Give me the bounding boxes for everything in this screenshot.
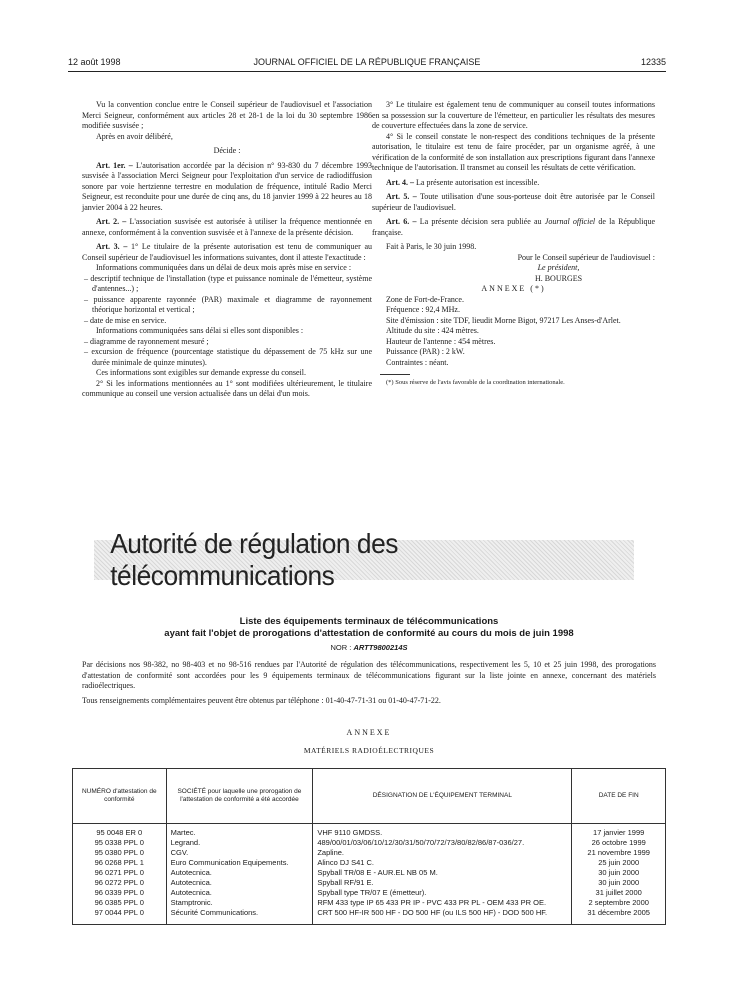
president-label: Le président, [537,263,580,272]
paragraph: Par décisions nos 98-382, no 98-403 et no 98-516 rendues par l'Autorité de régulation des télécommunications, respectivement les 5, 10 et 25 juin 1998, des prorogations d'attestation de conformité sont accordées pour les 9 équipements terminaux de télécommunications figurant sur la liste jointe en annexe, concernant des matériels radioélectriques. [82,660,656,690]
cell-num: 95 0338 PPL 0 [73,838,167,848]
table-row [73,848,666,858]
cell-designation: 489/00/01/03/06/10/12/30/31/50/70/72/73/80/82/86/87-036/27. [313,838,572,848]
cell-designation: RFM 433 type IP 65 433 PR IP - PVC 433 PR PL - OEM 433 PR OE. [313,898,572,908]
cell-societe: Autotecnica. [166,868,313,878]
nor-reference [82,643,656,652]
cell-designation: Spyball RF/91 E. [313,878,572,888]
cell-societe: Autotecnica. [166,888,313,898]
header-rule [68,71,666,72]
cell-designation: Zapline. [313,848,572,858]
annexe-title: ANNEXE (*) [481,284,546,293]
paragraph: Tous renseignements complémentaires peuvent être obtenus par téléphone : 01-40-47-71-31 ou 01-40-47-71-22. [82,695,441,705]
signature-authority: Pour le Conseil supérieur de l'audiovisuel : [517,252,655,262]
article-4 [372,178,655,189]
cell-societe: Martec. [166,824,313,839]
paragraph: 4° Si le conseil constate le non-respect des conditions techniques de la présente autorisation, le titulaire est tenu de faire procéder, par un organisme agréé, à une vérification de la conformité de son installation aux prescriptions figurant dans l'annexe technique de l'autorisation. Il transmet au conseil les résultats de cette vérification. [372,131,655,172]
annexe-line: Fréquence : 92,4 MHz. [386,305,460,314]
annexe-line: Hauteur de l'antenne : 454 mètres. [386,336,496,346]
banner-title: Autorité de régulation des télécommunications [110,528,398,591]
annexe-line: Zone de Fort-de-France. [386,294,464,304]
list-item: – date de mise en service. [84,315,167,325]
cell-designation: CRT 500 HF-IR 500 HF - DO 500 HF (ou ILS 500 HF) - DOD 500 HF. [313,908,572,925]
cell-societe: Autotecnica. [166,878,313,888]
article-text: L'association susvisée est autorisée à utiliser la fréquence mentionnée en annexe, conformément à la convention susvisée et à l'annexe de la présente décision. [82,217,373,237]
cell-num: 97 0044 PPL 0 [73,908,167,925]
cell-num: 96 0272 PPL 0 [73,878,167,888]
table-row [73,908,666,925]
table-body [73,824,666,925]
article-text: La présente autorisation est incessible. [416,177,540,187]
article-label: Art. 1er. – [96,160,133,170]
paragraph: Ces informations sont exigibles sur demande expresse du conseil. [96,368,306,377]
signature-name: H. BOURGES [534,273,583,283]
intro-text [82,660,656,706]
cell-date: 21 novembre 1999 [572,848,666,858]
article-label: Art. 3. – [96,242,128,251]
paragraph: 2° Si les informations mentionnées au 1° sont modifiées ultérieurement, le titulaire communique au conseil une version actualisée dans un délai d'un mois. [82,378,372,398]
cell-num: 96 0271 PPL 0 [73,868,167,878]
cell-date: 31 juillet 2000 [572,888,666,898]
annexe-line: Contraintes : néant. [386,357,449,367]
table-row [73,858,666,868]
article-label: Art. 5. – [386,192,417,201]
paragraph: Informations communiquées dans un délai de deux mois après mise en service : [96,263,352,272]
column-header-designation: DÉSIGNATION DE L'ÉQUIPEMENT TERMINAL [313,769,572,824]
annexe-line: Puissance (PAR) : 2 kW. [386,347,465,356]
list-title-line-1: Liste des équipements terminaux de télécommunications [239,616,499,627]
signature-place-date: Fait à Paris, le 30 juin 1998. [386,242,477,251]
article-text: La présente décision sera publiée au [419,217,542,226]
paragraph: Informations communiquées sans délai si elles sont disponibles : [96,326,304,335]
cell-designation: Spyball type TR/07 E (émetteur). [313,888,572,898]
header-page-number: 12335 [640,57,666,67]
header-journal-title: JOURNAL OFFICIEL DE LA RÉPUBLIQUE FRANÇAISE [253,57,481,67]
annexe-line: Site d'émission : site TDF, lieudit Morne Bigot, 97217 Les Anses-d'Arlet. [386,315,621,325]
table-row [73,824,666,839]
nor-label: NOR : [330,643,352,652]
table-row [73,898,666,908]
page-header [68,57,666,71]
cell-designation: Alinco DJ S41 C. [313,858,572,868]
column-header-num: NUMÉRO d'attestation de conformité [73,769,167,824]
footnote: (*) Sous réserve de l'avis favorable de la coordination internationale. [386,379,565,386]
nor-code: ARTT9800214S [353,643,408,652]
column-header-societe: SOCIÉTÉ pour laquelle une prorogation de l'attestation de conformité a été accordée [166,769,313,824]
cell-num: 95 0048 ER 0 [73,824,167,839]
article-label: Art. 2. – [96,217,127,226]
article-text: de la République française. [372,217,656,237]
header-date: 12 août 1998 [68,57,121,67]
article-3 [82,242,372,263]
paragraph: Après en avoir délibéré, [96,131,173,141]
list-item: – diagramme de rayonnement mesuré ; [84,336,209,346]
cell-date: 30 juin 2000 [572,878,666,888]
list-item: – excursion de fréquence (pourcentage statistique du dépassement de 75 kHz sur une durée minimale de quinze minutes). [84,347,372,367]
cell-societe: Euro Communication Equipements. [166,858,313,868]
cell-num: 96 0385 PPL 0 [73,898,167,908]
article-2 [82,217,372,238]
journal-name: Journal officiel [544,217,596,226]
article-6 [372,217,655,238]
signature-title [372,263,655,274]
table-header-row [73,769,666,824]
cell-societe: Legrand. [166,838,313,848]
cell-date: 31 décembre 2005 [572,908,666,925]
annexe-line: Altitude du site : 424 mètres. [386,326,479,335]
article-label: Art. 6. – [386,217,417,226]
cell-designation: Spyball TR/08 E - AUR.EL NB 05 M. [313,868,572,878]
cell-societe: CGV. [166,848,313,858]
materiels-heading: MATÉRIELS RADIOÉLECTRIQUES [303,746,435,755]
cell-societe: Sécurité Communications. [166,908,313,925]
cell-designation: VHF 9110 GMDSS. [313,824,572,839]
equipment-table [72,768,666,925]
cell-date: 2 septembre 2000 [572,898,666,908]
article-5 [372,192,655,213]
paragraph: 3° Le titulaire est également tenu de communiquer au conseil toutes informations en sa possession sur la couverture de l'émetteur, en particulier les résultats des mesures de couverture effectuées dans la zone de service. [372,100,655,130]
article-text: L'autorisation accordée par la décision n° 93-830 du 7 décembre 1993 susvisée à l'association Merci Seigneur pour l'exploitation d'un service de radiodiffusion sonore par voie hertzienne terrestre en modulation de fréquence, intitulé Radio Merci Seigneur, est reconduite pour une durée de cinq ans, du 18 janvier 1999 à 22 heures au 18 janvier 2004 à 22 heures. [82,160,373,212]
column-header-date: DATE DE FIN [572,769,666,824]
section-banner [94,528,634,591]
paragraph: Vu la convention conclue entre le Conseil supérieur de l'audiovisuel et l'association Merci Seigneur, conformément aux articles 28 et 28-1 de la loi du 30 septembre 1986 modifiée susvisée ; [82,100,372,130]
cell-num: 95 0380 PPL 0 [73,848,167,858]
cell-num: 96 0268 PPL 1 [73,858,167,868]
article-1 [82,161,372,214]
cell-date: 30 juin 2000 [572,868,666,878]
cell-date: 25 juin 2000 [572,858,666,868]
list-item: – puissance apparente rayonnée (PAR) maximale et diagramme de rayonnement théorique horizontal et vertical ; [84,294,372,314]
article-text: Toute utilisation d'une sous-porteuse doit être autorisée par le Conseil supérieur de l'audiovisuel. [372,192,655,212]
footnote-rule [380,374,410,375]
right-column [372,100,655,387]
list-item: – descriptif technique de l'installation (type et puissance nominale de l'émetteur, système d'antennes...) ; [84,273,372,293]
cell-date: 17 janvier 1999 [572,824,666,839]
list-title-line-2: ayant fait l'objet de prorogations d'attestation de conformité au cours du mois de juin 1998 [164,628,574,639]
table-row [73,878,666,888]
decide-heading: Décide : [213,146,241,155]
table-row [73,838,666,848]
left-column [82,100,372,400]
table-row [73,868,666,878]
table-row [73,888,666,898]
article-text: 1° Le titulaire de la présente autorisation est tenu de communiquer au Conseil supérieur de l'audiovisuel les informations suivantes, dont il atteste l'exactitude : [82,242,372,262]
article-label: Art. 4. – [386,177,414,187]
cell-num: 96 0339 PPL 0 [73,888,167,898]
cell-societe: Stamptronic. [166,898,313,908]
annexe-heading: ANNEXE [346,728,392,737]
cell-date: 26 octobre 1999 [572,838,666,848]
